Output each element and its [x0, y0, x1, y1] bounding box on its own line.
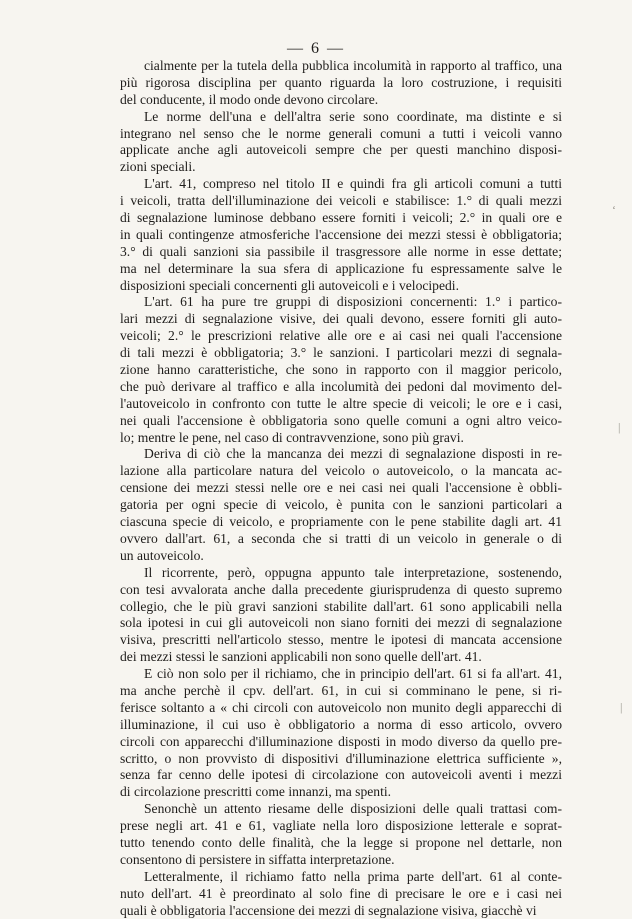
- text-line: ma nel determinare la sua sfera di applicazione fu espressamente salve le: [120, 260, 562, 276]
- text-line: ferisce soltanto a « chi circoli con autoveicolo non munito degli apparecchi di: [120, 699, 562, 715]
- margin-mark: |: [618, 420, 621, 434]
- text-line: l'autoveicolo in confronto con tutte le altre specie di veicoli; le ore e i casi,: [120, 395, 562, 411]
- text-line: circoli con apparecchi d'illuminazione disposti in modo diverso da quello pre-: [120, 733, 562, 749]
- text-line: Letteralmente, il richiamo fatto nella prima parte dell'art. 61 al conte-: [144, 868, 562, 884]
- text-line: illuminazione, il cui uso è obbligatorio a norma di esso articolo, ovvero: [120, 716, 562, 732]
- text-line: ciascuna specie di veicolo, e propriamente con le pene stabilite dagli art. 41: [120, 514, 562, 530]
- text-line: del conducente, il modo onde devono circolare.: [120, 91, 379, 107]
- text-line: Il ricorrente, però, oppugna appunto tale interpretazione, sostenendo,: [144, 564, 562, 580]
- text-line: di segnalazione luminose debbano essere forniti i veicoli; 2.° in quali ore e: [120, 210, 562, 226]
- text-line: senza far cenno delle ipotesi di circolazione con autoveicoli aventi i mezzi: [120, 767, 562, 783]
- text-line: cialmente per la tutela della pubblica incolumità in rapporto al traffico, una: [144, 58, 562, 73]
- text-line: L'art. 41, compreso nel titolo II e quindi fra gli articoli comuni a tutti: [144, 176, 562, 192]
- text-line: quali è obbligatoria l'accensione dei mezzi di segnalazione visiva, giacchè vi: [120, 902, 537, 918]
- text-line: scritto, o non provvisto di dispositivi d'illuminazione elettrica sufficiente »,: [120, 750, 562, 766]
- text-line: i veicoli, tratta dell'illuminazione dei veicoli e stabilisce: 1.° di quali mezzi: [120, 193, 562, 209]
- text-line: lari mezzi di segnalazione visive, dei quali devono, essere forniti gli auto-: [120, 311, 562, 327]
- text-line: censione dei mezzi stessi nelle ore e nei casi nei quali l'accensione è obbli-: [120, 480, 562, 496]
- text-line: L'art. 61 ha pure tre gruppi di disposizioni concernenti: 1.° i partico-: [144, 294, 562, 310]
- text-line: E ciò non solo per il richiamo, che in principio dell'art. 61 si fa all'art. 41,: [144, 666, 562, 682]
- text-line: ovvero dall'art. 61, a seconda che si tratti di un veicolo in generale o di: [120, 530, 562, 546]
- text-line: che può derivare al traffico e alla incolumità dei pedoni dal movimento del-: [120, 378, 562, 394]
- text-line: collegio, che le più gravi sanzioni stabilite dall'art. 61 sono applicabili nella: [120, 598, 562, 614]
- text-line: integrano nel senso che le norme generali comuni a tutti i veicoli vanno: [120, 125, 562, 141]
- text-line: in quali contingenze atmosferiche l'accensione dei mezzi stessi è obbligatoria;: [120, 226, 562, 242]
- text-line: un autoveicolo.: [120, 547, 204, 563]
- text-line: gatoria per ogni specie di veicolo, è punita con le sanzioni particolari a: [120, 497, 562, 513]
- text-line: ma anche perchè il cpv. dell'art. 61, in cui si comminano le pene, si ri-: [120, 682, 562, 698]
- text-line: più rigorosa disciplina per quanto riguarda la loro costruzione, i requisiti: [120, 74, 562, 90]
- body-text: [120, 58, 562, 919]
- text-line: veicoli; 2.° le prescrizioni relative alle ore e ai casi nei quali l'accensione: [120, 328, 562, 344]
- text-line: sola ipotesi in cui gli autoveicoli non siano forniti dei mezzi di segnalazione: [120, 615, 562, 631]
- text-line: tutto tenendo conto delle finalità, che la legge si propone nel dettarle, non: [120, 834, 562, 850]
- text-line: nuto dell'art. 41 è preordinato al solo fine di precisare le ore e i casi nei: [120, 885, 562, 901]
- text-line: zioni speciali.: [120, 159, 196, 175]
- text-line: dei mezzi stessi le sanzioni applicabili non sono quelle dell'art. 41.: [120, 649, 482, 665]
- text-line: di circolazione prescritti come innanzi, ma spenti.: [120, 784, 392, 800]
- text-line: zione hanno caratteristiche, che sono in rapporto con il maggior pericolo,: [120, 362, 562, 378]
- margin-mark: |: [620, 700, 623, 714]
- text-line: nei quali l'accensione è obbligatoria sono quelle comuni a ogni altro veico-: [120, 412, 562, 428]
- text-line: lo; mentre le pene, nel caso di contravvenzione, sono più gravi.: [120, 429, 464, 445]
- text-line: consentono di persistere in siffatta interpretazione.: [120, 851, 395, 867]
- text-line: Le norme dell'una e dell'altra serie sono coordinate, ma distinte e si: [144, 108, 562, 124]
- text-line: 3.° di quali sanzioni sia passibile il trasgressore alle norme in esse dettate;: [120, 243, 562, 259]
- text-line: disposizioni speciali concernenti gli autoveicoli e i velocipedi.: [120, 277, 459, 293]
- text-line: applicate anche agli autoveicoli sempre che per questi manchino disposi-: [120, 142, 562, 158]
- text-line: con tesi avvalorata anche dalla precedente giurisprudenza di questo supremo: [120, 581, 562, 597]
- text-line: prese negli art. 41 e 61, vagliate nella loro disposizione letterale e soprat-: [120, 818, 562, 834]
- page-number: — 6 —: [287, 40, 345, 57]
- margin-mark: ‘: [612, 203, 616, 217]
- text-line: lazione alla particolare natura del veicolo o autoveicolo, o la mancata ac-: [120, 463, 562, 479]
- text-line: di tali mezzi è obbligatoria; 3.° le sanzioni. I particolari mezzi di segnala-: [120, 345, 562, 361]
- text-line: visiva, prescritti nell'articolo stesso, mentre le ipotesi di mancata accensione: [120, 632, 562, 648]
- text-line: Senonchè un attento riesame delle disposizioni delle quali trattasi com-: [144, 801, 562, 817]
- text-line: Deriva di ciò che la mancanza dei mezzi di segnalazione disposti in re-: [144, 446, 562, 462]
